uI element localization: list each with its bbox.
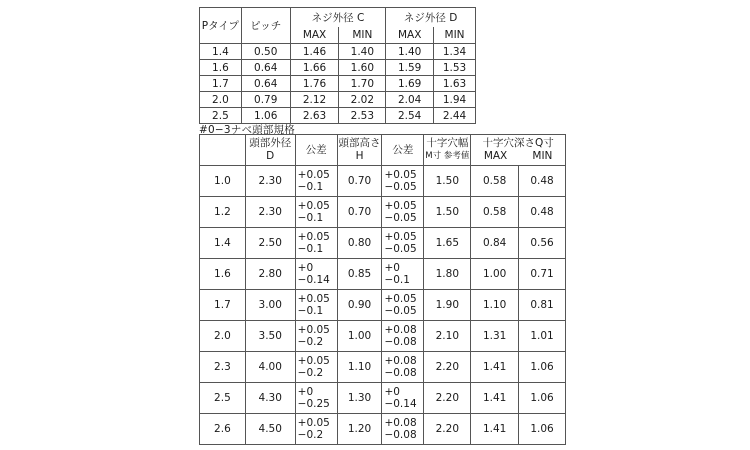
cell-pitch: 0.50: [241, 44, 290, 60]
cell-p-type: 2.0: [200, 92, 242, 108]
cell-size: 1.0: [200, 166, 246, 197]
cell-q-min: 1.01: [519, 321, 566, 352]
cell-tolerance-d-plus: +0.05: [297, 355, 330, 367]
cell-tolerance-h-plus: +0.05: [384, 169, 417, 181]
cell-tolerance-h-plus: +0.08: [384, 355, 417, 367]
cell-c-max: 1.46: [290, 44, 339, 60]
header-d-min: MIN: [434, 27, 476, 44]
cell-head-height: 1.20: [337, 414, 382, 445]
cell-tolerance-d-plus: +0.05: [297, 231, 330, 243]
cell-tolerance-h-plus: +0.08: [384, 417, 417, 429]
header-blank: [200, 135, 246, 166]
cell-q-min: 0.56: [519, 228, 566, 259]
header-head-height-symbol: H: [355, 150, 364, 162]
cell-head-diameter: 3.50: [245, 321, 295, 352]
cell-tolerance-h: [382, 383, 424, 414]
cell-tolerance-d-plus: +0.05: [297, 169, 330, 181]
cell-p-type: 1.6: [200, 60, 242, 76]
header-head-diameter: [245, 135, 295, 166]
cell-tolerance-d-minus: −0.2: [297, 429, 324, 441]
cell-tolerance-h-minus: −0.08: [384, 367, 417, 379]
cell-head-height: 0.70: [337, 197, 382, 228]
cell-p-type: 1.7: [200, 76, 242, 92]
cell-tolerance-d: [295, 228, 337, 259]
cell-tolerance-d-plus: +0: [297, 262, 314, 274]
cell-tolerance-d: [295, 290, 337, 321]
cell-q-min: 0.48: [519, 197, 566, 228]
cell-head-diameter: 4.00: [245, 352, 295, 383]
cell-q-min: 1.06: [519, 414, 566, 445]
cell-head-diameter: 3.00: [245, 290, 295, 321]
cell-tolerance-d-minus: −0.1: [297, 212, 324, 224]
header-tolerance-d: 公差: [295, 135, 337, 166]
header-cross-width: [424, 135, 471, 166]
cell-head-height: 0.80: [337, 228, 382, 259]
cell-c-max: 1.76: [290, 76, 339, 92]
cell-q-max: 1.31: [471, 321, 519, 352]
cell-tolerance-d: [295, 197, 337, 228]
cell-tolerance-d-minus: −0.1: [297, 181, 324, 193]
cell-tolerance-h-minus: −0.05: [384, 243, 417, 255]
head-table-body: [200, 166, 566, 445]
cell-head-diameter: 4.50: [245, 414, 295, 445]
table-row: [200, 92, 476, 108]
cell-cross-width: 1.80: [424, 259, 471, 290]
cell-tolerance-h: [382, 197, 424, 228]
cell-tolerance-d-minus: −0.14: [297, 274, 330, 286]
cell-size: 2.0: [200, 321, 246, 352]
cell-cross-width: 1.90: [424, 290, 471, 321]
cell-tolerance-h: [382, 228, 424, 259]
cell-tolerance-d-plus: +0.05: [297, 200, 330, 212]
cell-tolerance-h-minus: −0.05: [384, 181, 417, 193]
cell-c-min: 1.60: [339, 60, 386, 76]
header-pitch: ピッチ: [241, 8, 290, 44]
cell-cross-width: 2.20: [424, 352, 471, 383]
cell-d-min: 1.34: [434, 44, 476, 60]
cell-tolerance-d: [295, 166, 337, 197]
header-cross-width-label: 十字穴幅: [426, 137, 469, 149]
cell-head-diameter: 2.50: [245, 228, 295, 259]
table-row: [200, 321, 566, 352]
header-c-max: MAX: [290, 27, 339, 44]
cell-tolerance-d-plus: +0.05: [297, 324, 330, 336]
header-p-type: Pタイプ: [200, 8, 242, 44]
cell-tolerance-d: [295, 414, 337, 445]
cell-tolerance-d-minus: −0.2: [297, 336, 324, 348]
pan-head-spec-table: [199, 134, 566, 445]
table-row: [200, 414, 566, 445]
cell-head-diameter: 2.30: [245, 197, 295, 228]
cell-tolerance-h-plus: +0.05: [384, 293, 417, 305]
cell-tolerance-h-plus: +0: [384, 262, 400, 274]
cell-q-max: 0.58: [471, 197, 519, 228]
header-q-min: MIN: [532, 150, 553, 162]
cell-d-min: 2.44: [434, 108, 476, 124]
cell-p-type: 2.5: [200, 108, 242, 124]
cell-q-max: 1.41: [471, 352, 519, 383]
cell-head-height: 1.00: [337, 321, 382, 352]
table-row: [200, 166, 566, 197]
cell-q-min: 1.06: [519, 383, 566, 414]
cell-d-max: 1.69: [386, 76, 434, 92]
cell-cross-width: 1.50: [424, 197, 471, 228]
cell-q-max: 0.58: [471, 166, 519, 197]
header-cross-depth-label: 十字穴深さQ寸: [482, 137, 554, 149]
cell-tolerance-d: [295, 321, 337, 352]
cell-tolerance-d-minus: −0.2: [297, 367, 324, 379]
table-row: [200, 60, 476, 76]
cell-tolerance-h-plus: +0.08: [384, 324, 417, 336]
cell-cross-width: 2.10: [424, 321, 471, 352]
cell-q-max: 1.41: [471, 414, 519, 445]
cell-tolerance-h-minus: −0.14: [384, 398, 417, 410]
cell-head-diameter: 4.30: [245, 383, 295, 414]
cell-d-min: 1.94: [434, 92, 476, 108]
cell-q-max: 1.10: [471, 290, 519, 321]
cell-q-min: 0.71: [519, 259, 566, 290]
table-row: [200, 44, 476, 60]
cell-d-min: 1.63: [434, 76, 476, 92]
cell-tolerance-h: [382, 290, 424, 321]
cell-size: 2.5: [200, 383, 246, 414]
cell-size: 1.7: [200, 290, 246, 321]
table-row: [200, 76, 476, 92]
cell-size: 2.6: [200, 414, 246, 445]
cell-cross-width: 2.20: [424, 414, 471, 445]
cell-tolerance-h-plus: +0: [384, 386, 400, 398]
header-thread-dia-c: ネジ外径 C: [290, 8, 386, 28]
table-row: [200, 228, 566, 259]
cell-tolerance-d-plus: +0.05: [297, 293, 330, 305]
cell-q-min: 1.06: [519, 352, 566, 383]
cell-tolerance-d-minus: −0.25: [297, 398, 330, 410]
cell-c-min: 2.53: [339, 108, 386, 124]
header-thread-dia-d: ネジ外径 D: [386, 8, 476, 28]
cell-d-max: 1.59: [386, 60, 434, 76]
cell-head-height: 1.10: [337, 352, 382, 383]
cell-tolerance-h: [382, 259, 424, 290]
cell-tolerance-d: [295, 352, 337, 383]
cell-d-max: 2.04: [386, 92, 434, 108]
cell-head-height: 0.70: [337, 166, 382, 197]
table-row: [200, 352, 566, 383]
cell-head-diameter: 2.80: [245, 259, 295, 290]
table-row: [200, 290, 566, 321]
cell-d-min: 1.53: [434, 60, 476, 76]
cell-tolerance-d-plus: +0.05: [297, 417, 330, 429]
cell-c-min: 1.70: [339, 76, 386, 92]
cell-q-max: 1.41: [471, 383, 519, 414]
header-head-diameter-label: 頭部外径: [249, 137, 292, 149]
table-row: [200, 259, 566, 290]
head-spec-caption: #0−3ナベ頭部規格: [199, 124, 295, 136]
cell-pitch: 0.79: [241, 92, 290, 108]
cell-q-max: 1.00: [471, 259, 519, 290]
header-head-diameter-symbol: D: [266, 150, 275, 162]
cell-q-max: 0.84: [471, 228, 519, 259]
header-d-max: MAX: [386, 27, 434, 44]
cell-tolerance-d: [295, 383, 337, 414]
pitch-thread-table: [199, 7, 476, 124]
cell-pitch: 1.06: [241, 108, 290, 124]
cell-tolerance-h-minus: −0.05: [384, 212, 417, 224]
cell-head-height: 0.90: [337, 290, 382, 321]
cell-cross-width: 1.65: [424, 228, 471, 259]
header-cross-depth-sub: [471, 150, 565, 163]
header-head-height: [337, 135, 382, 166]
cell-cross-width: 1.50: [424, 166, 471, 197]
cell-tolerance-h: [382, 166, 424, 197]
table-row: [200, 383, 566, 414]
header-cross-depth: [471, 135, 566, 166]
header-q-max: MAX: [483, 150, 508, 162]
cell-c-max: 2.12: [290, 92, 339, 108]
cell-tolerance-h: [382, 352, 424, 383]
header-c-min: MIN: [339, 27, 386, 44]
cell-c-min: 2.02: [339, 92, 386, 108]
cell-c-max: 1.66: [290, 60, 339, 76]
cell-size: 1.4: [200, 228, 246, 259]
cell-size: 2.3: [200, 352, 246, 383]
cell-head-diameter: 2.30: [245, 166, 295, 197]
table-row: [200, 197, 566, 228]
header-cross-width-note: M寸 参考値: [425, 151, 470, 161]
cell-tolerance-d-plus: +0: [297, 386, 314, 398]
cell-d-max: 1.40: [386, 44, 434, 60]
cell-tolerance-h-plus: +0.05: [384, 231, 417, 243]
cell-tolerance-d-minus: −0.1: [297, 243, 324, 255]
cell-tolerance-h-minus: −0.08: [384, 429, 417, 441]
cell-pitch: 0.64: [241, 76, 290, 92]
cell-tolerance-h-minus: −0.08: [384, 336, 417, 348]
cell-q-min: 0.81: [519, 290, 566, 321]
cell-tolerance-h-plus: +0.05: [384, 200, 417, 212]
cell-tolerance-h-minus: −0.1: [384, 274, 410, 286]
cell-tolerance-h: [382, 321, 424, 352]
cell-tolerance-d: [295, 259, 337, 290]
cell-tolerance-h-minus: −0.05: [384, 305, 417, 317]
cell-head-height: 1.30: [337, 383, 382, 414]
cell-c-max: 2.63: [290, 108, 339, 124]
cell-size: 1.2: [200, 197, 246, 228]
cell-size: 1.6: [200, 259, 246, 290]
cell-pitch: 0.64: [241, 60, 290, 76]
pitch-table-body: [200, 44, 476, 124]
cell-tolerance-h: [382, 414, 424, 445]
cell-cross-width: 2.20: [424, 383, 471, 414]
cell-tolerance-d-minus: −0.1: [297, 305, 324, 317]
cell-q-min: 0.48: [519, 166, 566, 197]
cell-d-max: 2.54: [386, 108, 434, 124]
cell-p-type: 1.4: [200, 44, 242, 60]
header-head-height-label: 頭部高さ: [338, 137, 381, 149]
header-tolerance-h: 公差: [382, 135, 424, 166]
cell-c-min: 1.40: [339, 44, 386, 60]
cell-head-height: 0.85: [337, 259, 382, 290]
